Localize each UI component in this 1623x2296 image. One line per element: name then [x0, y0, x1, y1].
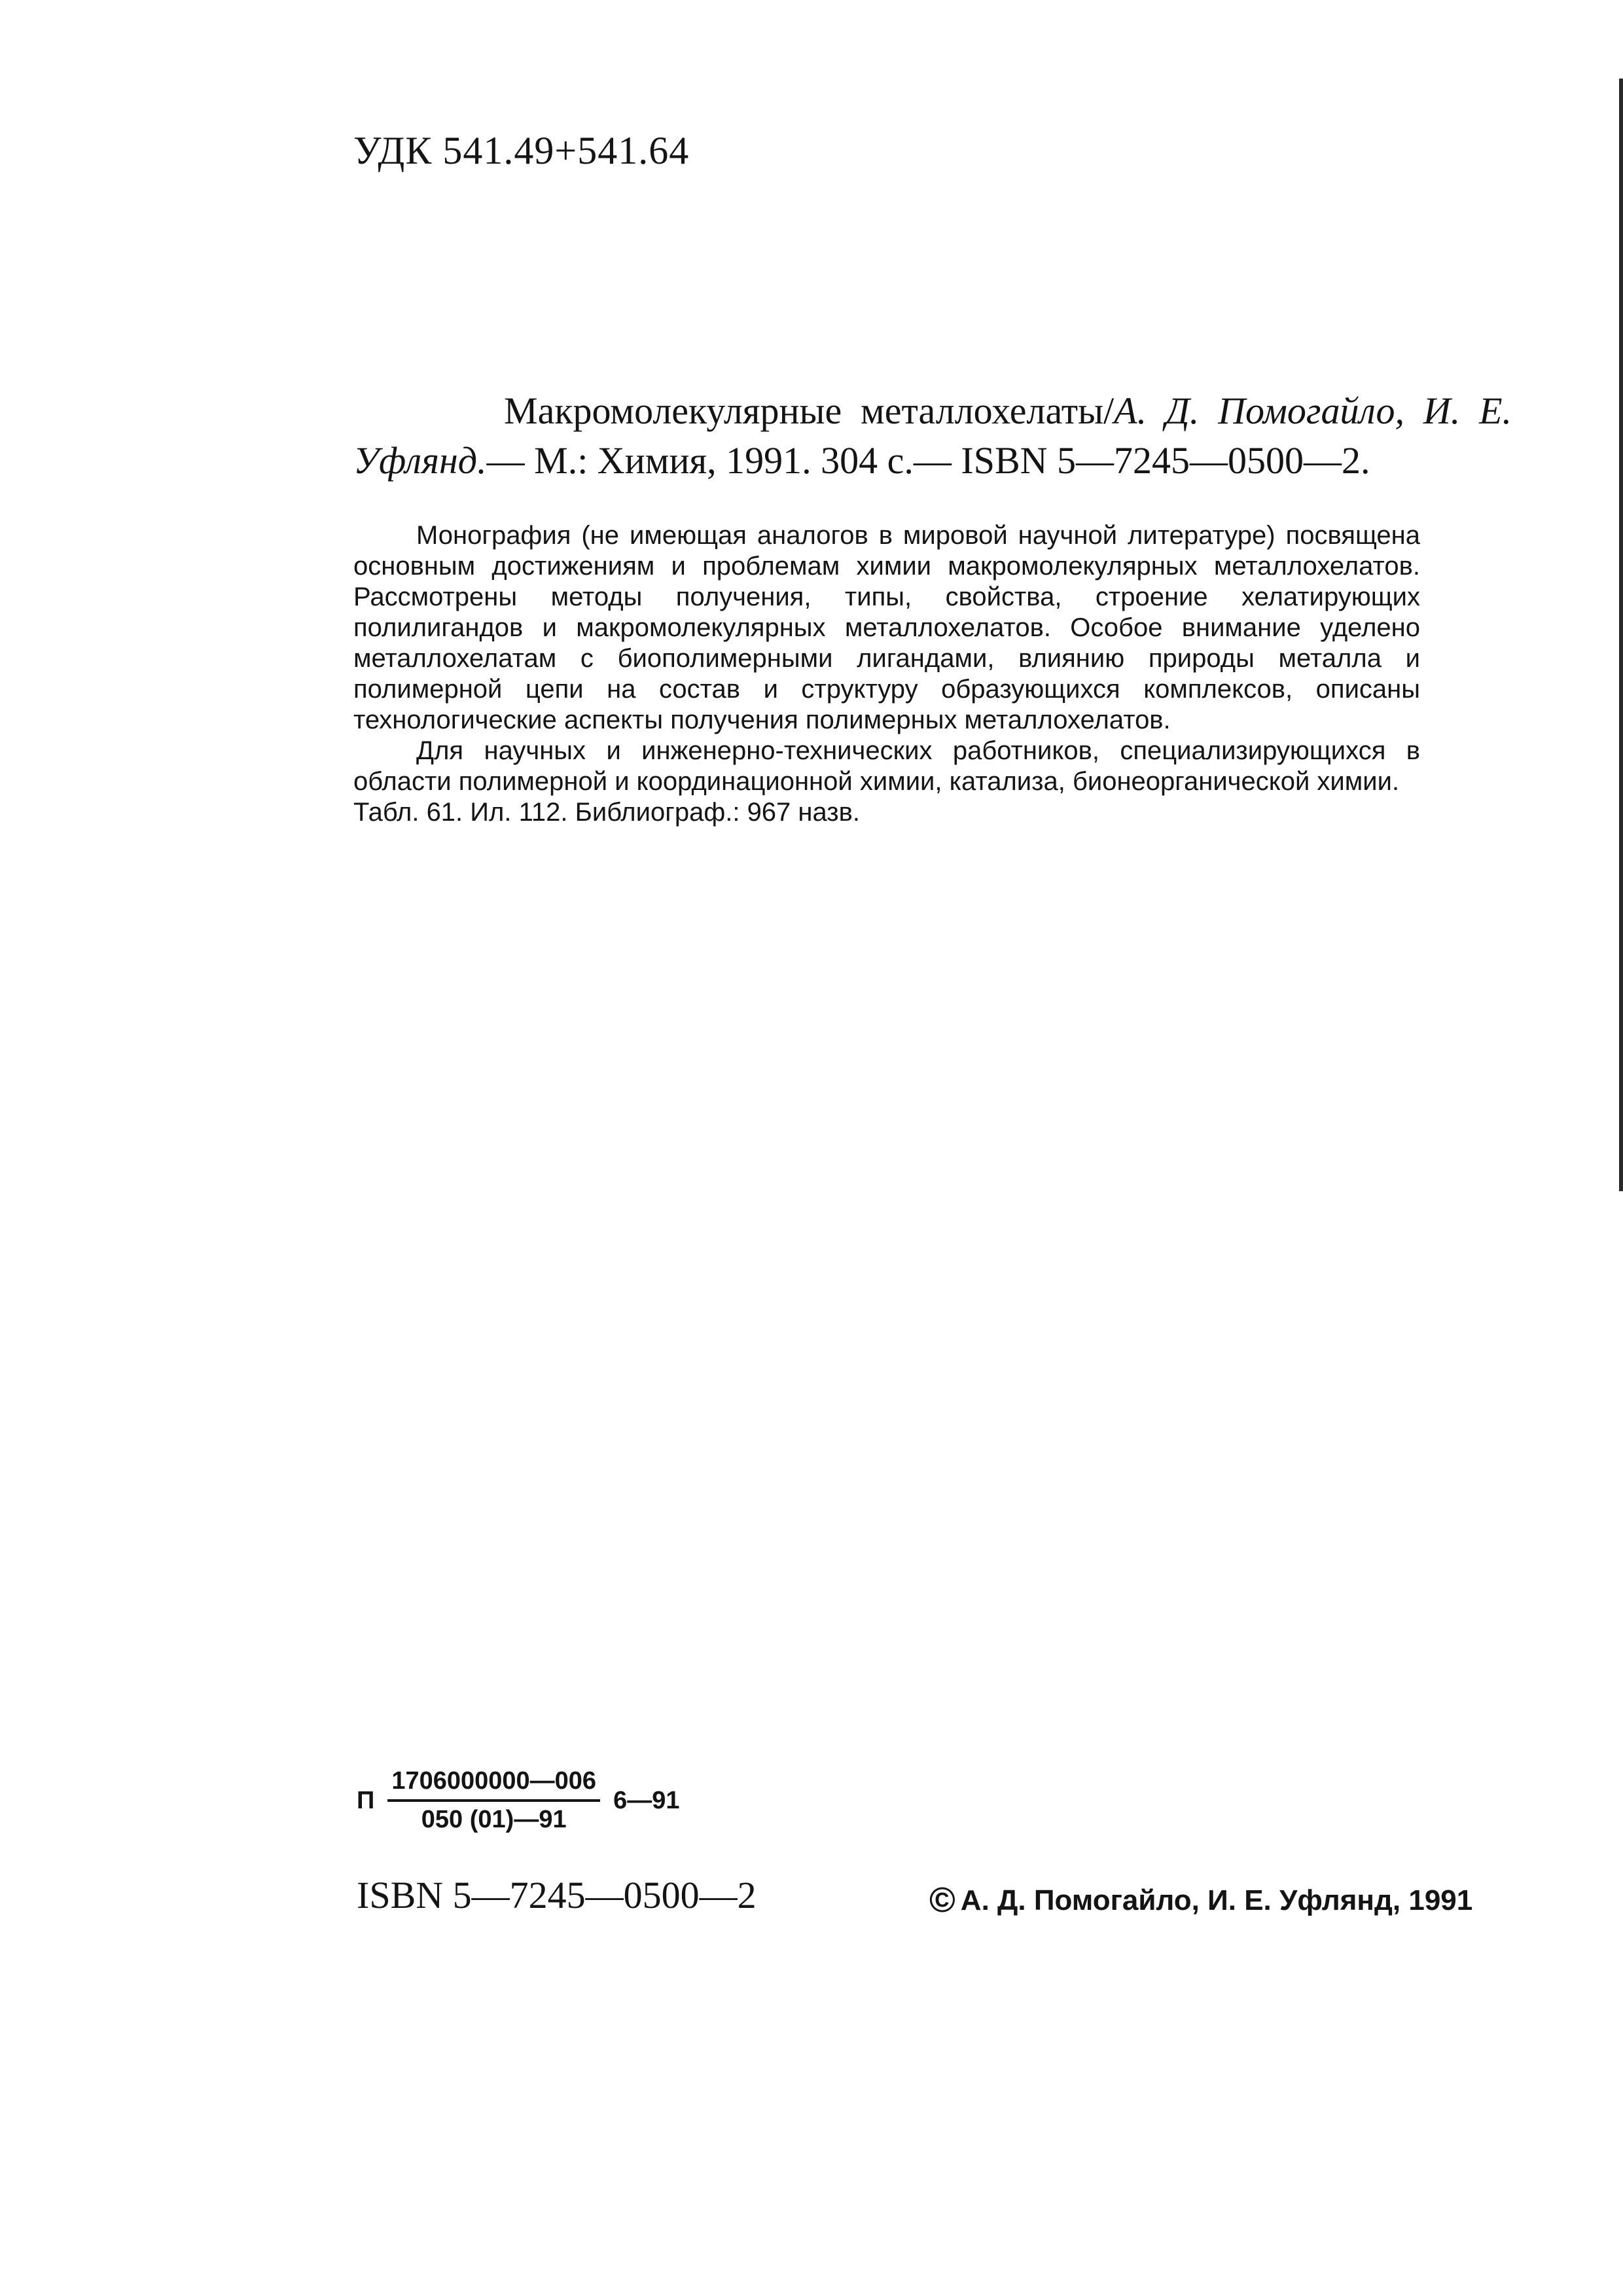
price-code-numerator: 1706000000—006	[387, 1767, 600, 1802]
price-code-letter: П	[357, 1786, 375, 1814]
bibliographic-record	[353, 386, 1512, 486]
abstract	[353, 520, 1420, 828]
publication-info: — М.: Химия, 1991. 304 с.— ISBN 5—7245—0500—2.	[486, 439, 1370, 482]
book-authors: А. Д. Помогайло, И. Е. Уфлянд.	[353, 389, 1512, 482]
copyright	[929, 1880, 1472, 1920]
udk-code: УДК 541.49+541.64	[353, 129, 690, 172]
abstract-stats-line: Табл. 61. Ил. 112. Библиограф.: 967 назв.	[353, 798, 861, 827]
abstract-paragraph-2: Для научных и инженерно-технических работников, специализирующихся в области полимерной и координационной химии, катализа, бионеорганической химии.	[353, 736, 1420, 796]
price-code	[357, 1767, 679, 1834]
scan-edge	[1619, 79, 1623, 1191]
price-code-suffix: 6—91	[613, 1786, 680, 1814]
isbn: ISBN 5—7245—0500—2	[357, 1874, 757, 1916]
price-code-denominator: 050 (01)—91	[421, 1806, 567, 1833]
copyright-icon: ©	[929, 1880, 955, 1920]
abstract-paragraph-1: Монография (не имеющая аналогов в мировой научной литературе) посвящена основным достижениям и проблемам химии макромолекулярных металлохелатов. Рассмотрены методы получения, типы, свойства, строение хелатирующих полилигандов и макромолекулярных металлохелатов. Особое внимание уделено металлохелатам с биополимерными лигандами, влиянию природы металла и полимерной цепи на состав и структуру образующихся комплексов, описаны технологические аспекты получения полимерных металлохелатов.	[353, 521, 1420, 734]
copyright-text: А. Д. Помогайло, И. Е. Уфлянд, 1991	[960, 1884, 1473, 1916]
book-title: Макромолекулярные металлохелаты/	[504, 389, 1115, 432]
price-code-fraction	[387, 1767, 600, 1834]
